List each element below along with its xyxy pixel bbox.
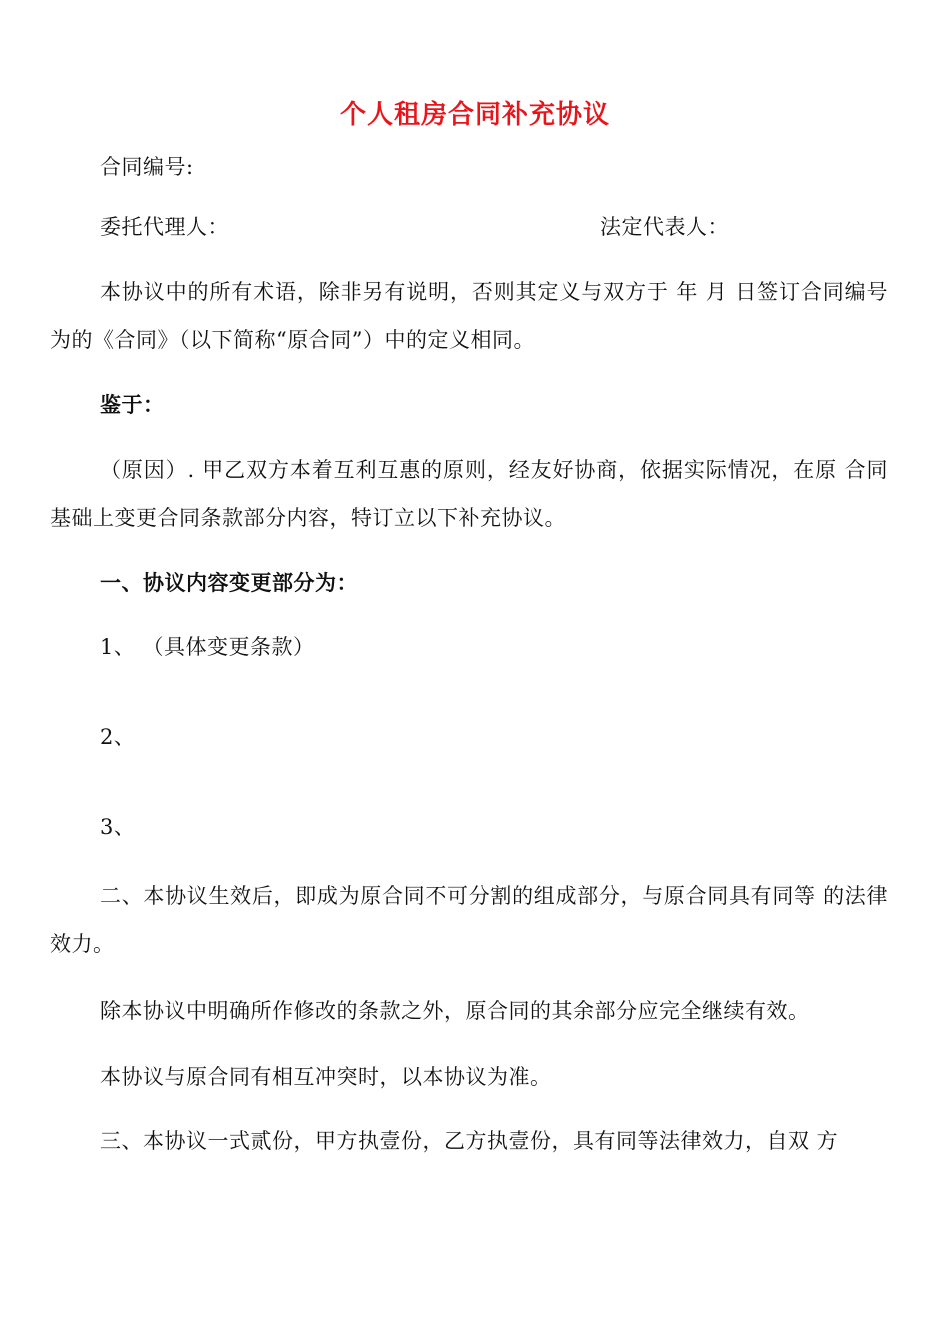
legal-representative-label: 法定代表人： [600, 215, 729, 239]
list-item: 2、 [100, 725, 136, 749]
document-title: 个人租房合同补充协议 [339, 100, 610, 130]
conflict-paragraph: 本协议与原合同有相互冲突时，以本协议为准。 [100, 1065, 552, 1089]
intro-paragraph: 本协议中的所有术语，除非另有说明，否则其定义与双方于 年 月 日签订合同编号为的《合同》（以下简称“原合同”）中的定义相同。 [50, 280, 888, 352]
section-two-paragraph: 二、本协议生效后，即成为原合同不可分割的组成部分，与原合同具有同等 的法律效力。 [50, 884, 888, 956]
section-three-paragraph: 三、本协议一式贰份，甲方执壹份，乙方执壹份，具有同等法律效力，自双 方 [100, 1129, 839, 1153]
whereas-heading: 鉴于： [100, 392, 165, 417]
remaining-terms-paragraph: 除本协议中明确所作修改的条款之外，原合同的其余部分应完全继续有效。 [100, 999, 810, 1023]
contract-number-label: 合同编号: [100, 155, 194, 179]
agent-label: 委托代理人： [100, 215, 229, 239]
list-item: 1、 （具体变更条款） [100, 635, 315, 659]
section-one-heading: 一、协议内容变更部分为： [100, 570, 358, 595]
whereas-paragraph: （原因）. 甲乙双方本着互利互惠的原则，经友好协商，依据实际情况，在原 合同基础上变更合同条款部分内容，特订立以下补充协议。 [50, 458, 888, 530]
list-item: 3、 [100, 815, 136, 839]
